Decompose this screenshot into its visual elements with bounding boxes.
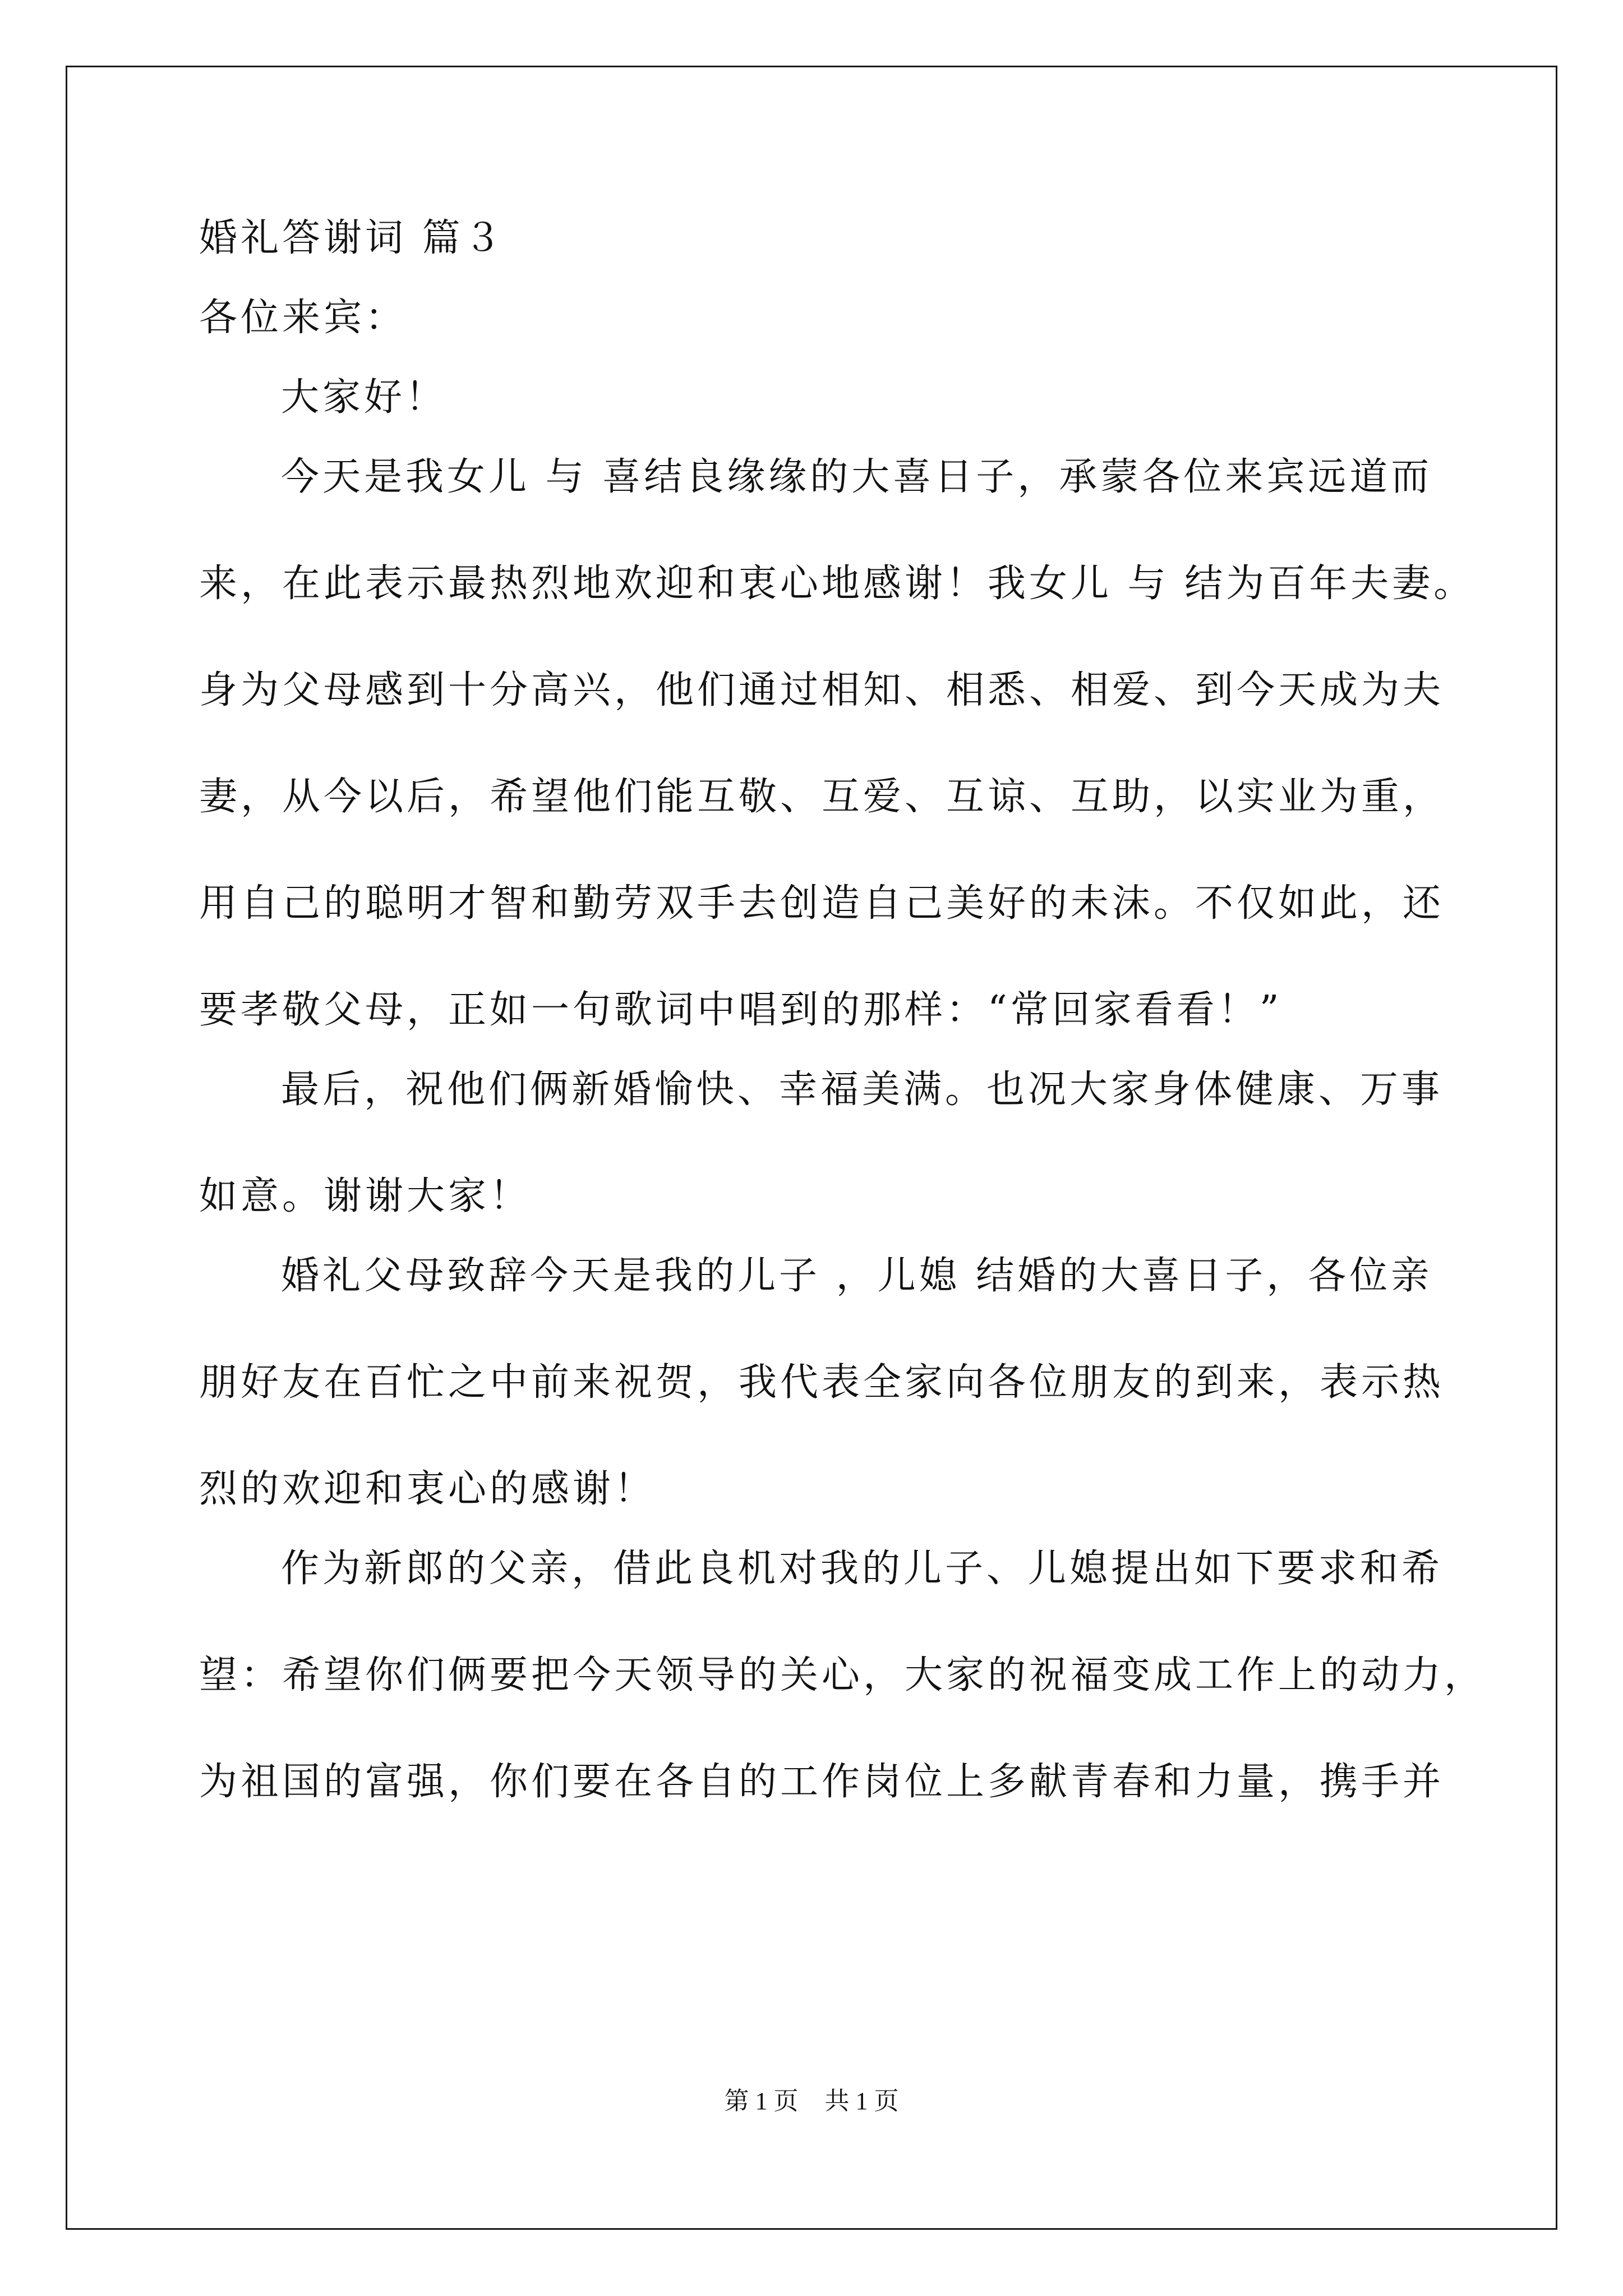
- paragraph: [199, 1544, 1486, 1807]
- page-footer: [0, 2086, 1623, 2117]
- paragraph-line: 望：希望你们俩要把今天领导的关心，大家的祝福变成工作上的动力，: [199, 1653, 1486, 1697]
- paragraph-line: 最后，祝他们俩新婚愉快、幸福美满。也况大家身体健康、万事: [281, 1068, 1444, 1112]
- paragraph-line: 烈的欢迎和衷心的感谢！: [199, 1467, 656, 1511]
- paragraph-line: 今天是我女儿 与 喜结良缘缘的大喜日子，承蒙各位来宾远道而: [281, 455, 1433, 499]
- paragraph: [199, 1065, 1444, 1222]
- paragraph-line: 婚礼父母致辞今天是我的儿子 ，儿媳 结婚的大喜日子，各位亲: [281, 1254, 1433, 1298]
- paragraph-line: 用自己的聪明才智和勤劳双手去创造自己美好的未沫。不仅如此，还: [199, 881, 1445, 926]
- document-body: [199, 213, 1486, 1837]
- paragraph-line: 大家好！: [281, 375, 448, 420]
- paragraph: [199, 452, 1476, 1036]
- paragraph-line: 为祖国的富强，你们要在各自的工作岗位上多献青春和力量，携手并: [199, 1760, 1445, 1804]
- paragraph: [199, 372, 1424, 423]
- paragraph-line: 如意。谢谢大家！: [199, 1174, 532, 1218]
- paragraph-line: 要孝敬父母，正如一句歌词中唱到的那样：“常回家看看！”: [199, 988, 1283, 1032]
- paragraph-line: 妻，从今以后，希望他们能互敬、互爱、互谅、互助，以实业为重，: [199, 775, 1445, 819]
- paragraph-line: 来，在此表示最热烈地欢迎和衷心地感谢！我女儿 与 结为百年夫妻。: [199, 562, 1476, 606]
- paragraph-line: 作为新郎的父亲，借此良机对我的儿子、儿媳提出如下要求和希: [281, 1547, 1444, 1591]
- page-number-total: 共 1 页: [824, 2087, 899, 2115]
- document-title: 婚礼答谢词 篇３: [199, 216, 505, 260]
- salutation: 各位来宾：: [199, 296, 407, 340]
- paragraph-line: 朋好友在百忙之中前来祝贺，我代表全家向各位朋友的到来，表示热: [199, 1360, 1445, 1405]
- page-number-current: 第 1 页: [724, 2087, 799, 2115]
- paragraph-line: 身为父母感到十分高兴，他们通过相知、相悉、相爱、到今天成为夫: [199, 668, 1445, 712]
- paragraph: [199, 1251, 1445, 1515]
